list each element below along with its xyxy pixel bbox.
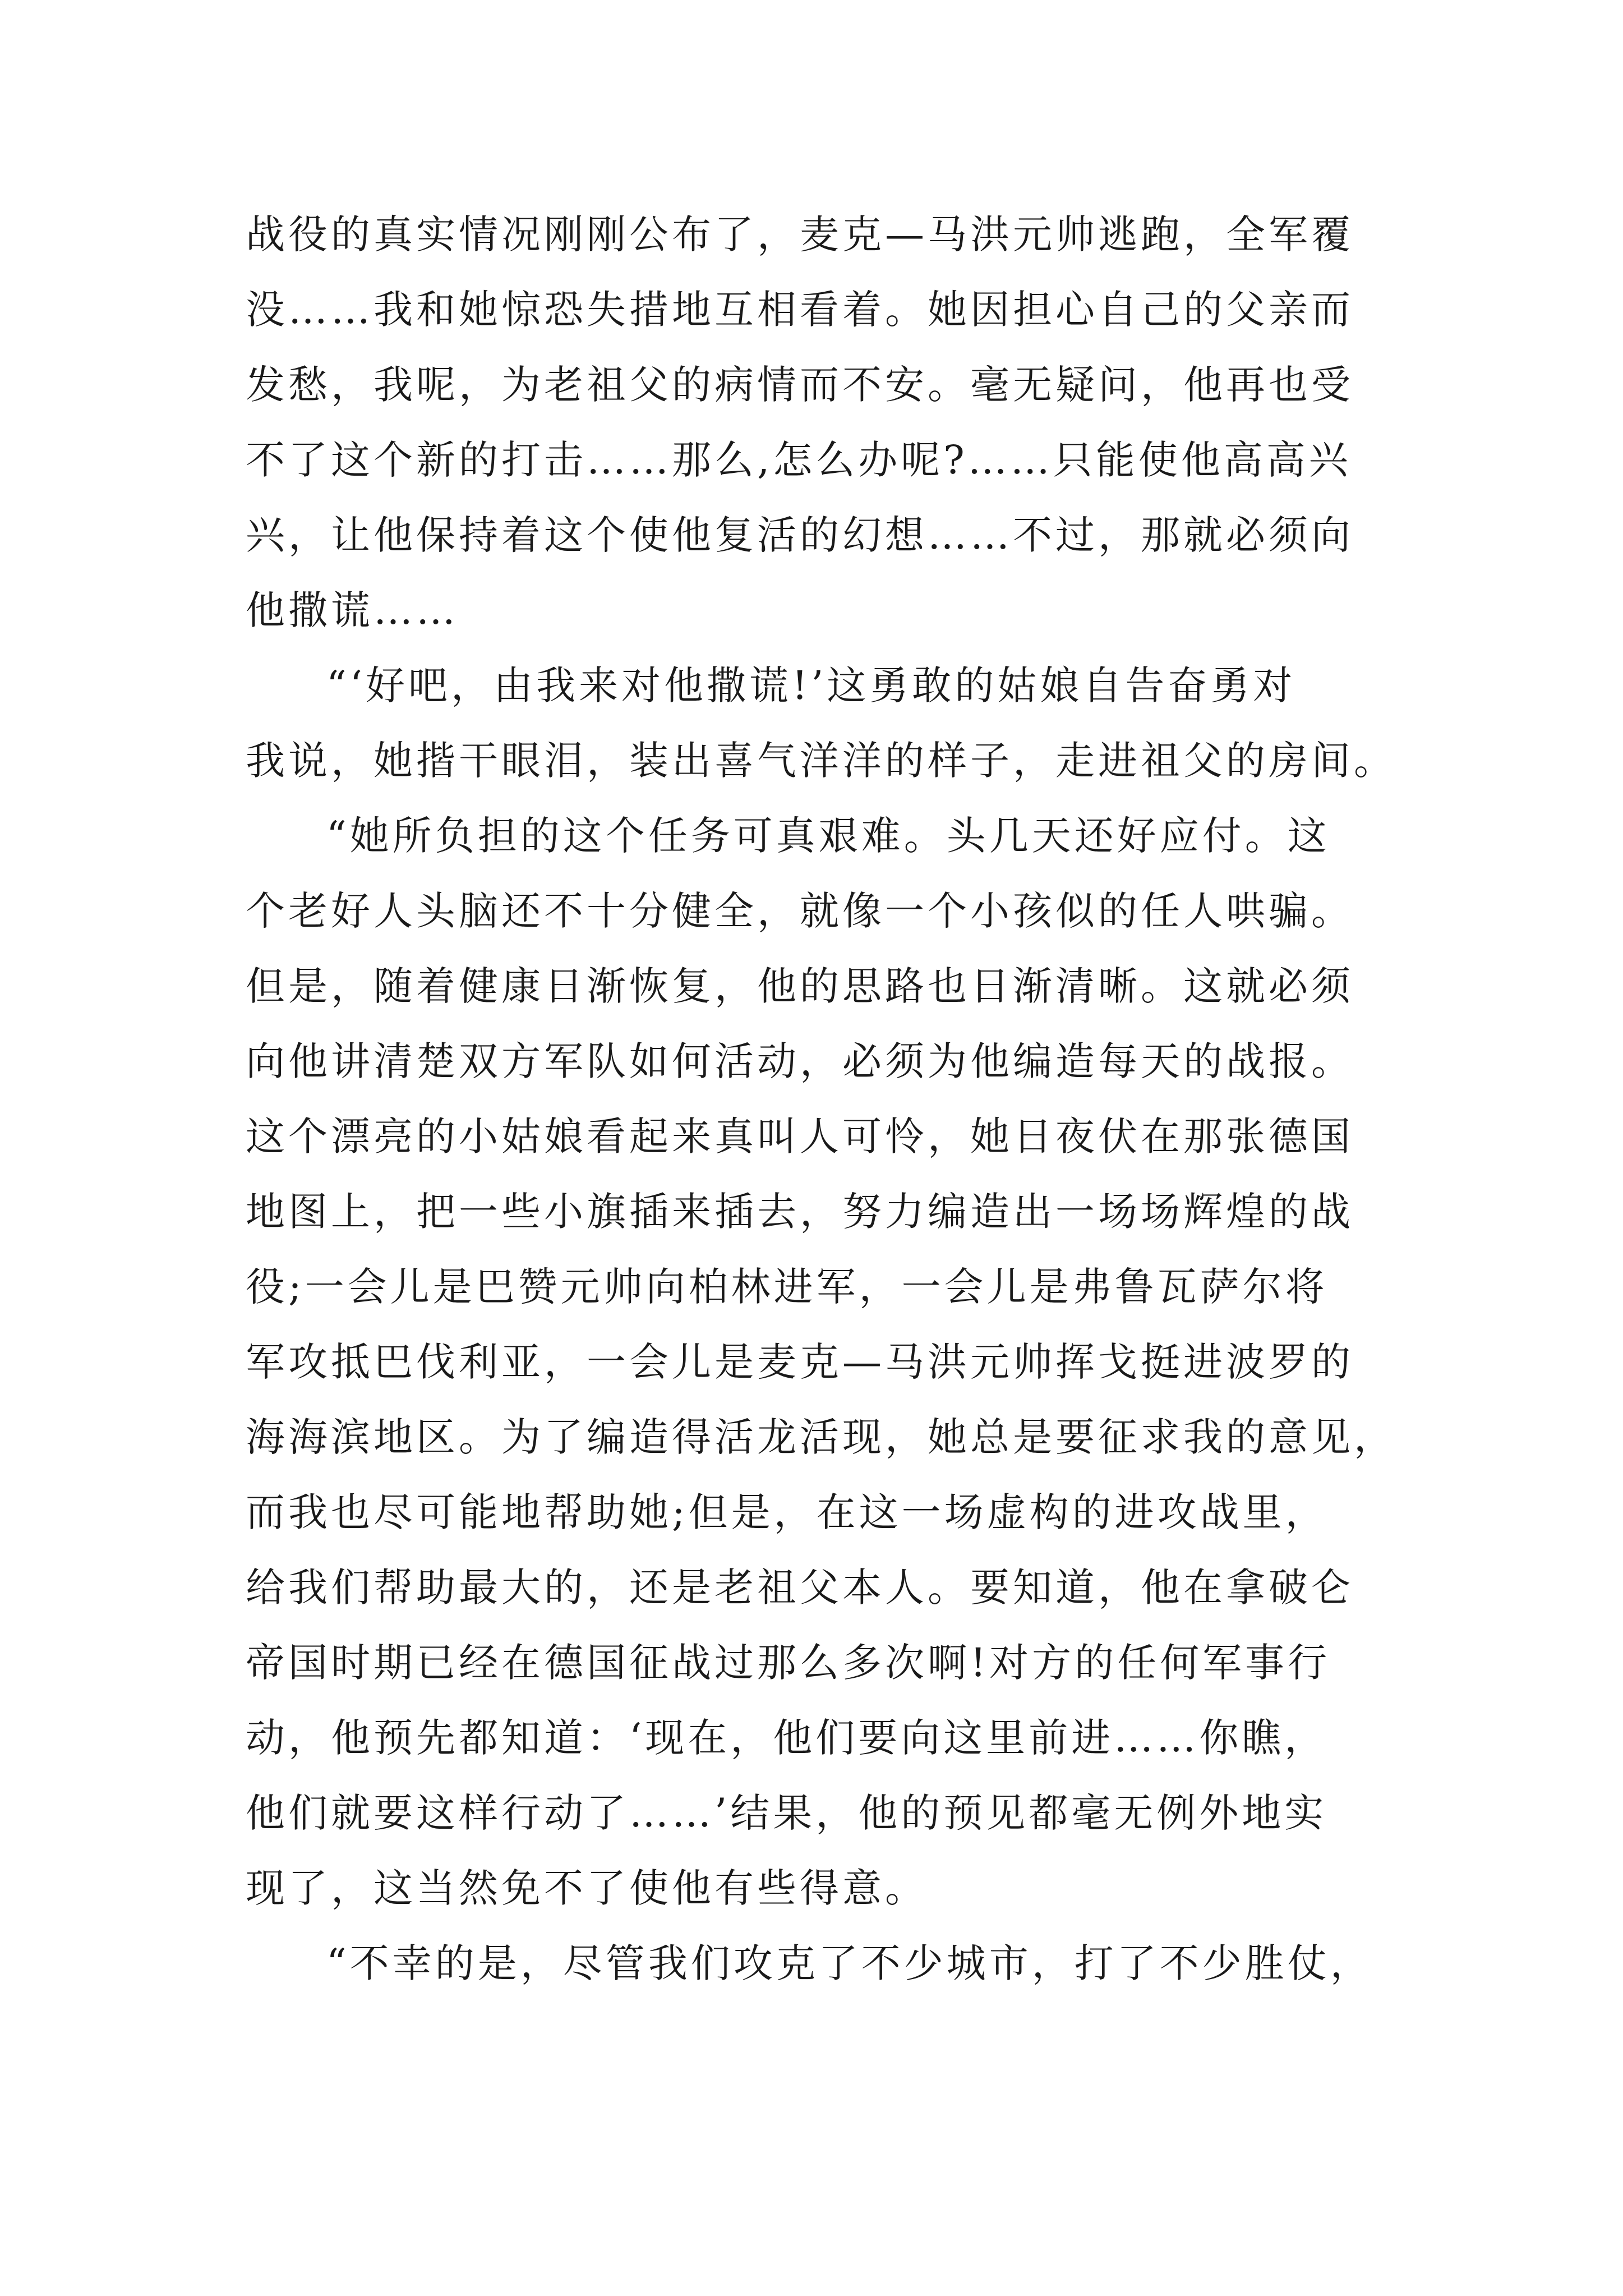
text-line: 军攻抵巴伐利亚，一会儿是麦克—马洪元帅挥戈挺进波罗的 xyxy=(246,1339,1354,1385)
text-line: 战役的真实情况刚刚公布了，麦克—马洪元帅逃跑，全军覆 xyxy=(246,211,1354,257)
text-line: 现了，这当然免不了使他有些得意。 xyxy=(246,1865,928,1911)
text-line: 向他讲清楚双方军队如何活动，必须为他编造每天的战报。 xyxy=(246,1038,1354,1084)
text-line: 我说，她揩干眼泪，装出喜气洋洋的样子，走进祖父的房间。 xyxy=(246,738,1396,784)
text-line: 动，他预先都知道：‘现在，他们要向这里前进……你瞧， xyxy=(246,1715,1327,1761)
text-line: 海海滨地区。为了编造得活龙活现，她总是要征求我的意见， xyxy=(246,1414,1396,1460)
paragraph-first-line: “她所负担的这个任务可真艰难。头几天还好应付。这 xyxy=(326,813,1330,859)
text-line: 没……我和她惊恐失措地互相看着。她因担心自己的父亲而 xyxy=(246,287,1354,333)
text-line: 这个漂亮的小姑娘看起来真叫人可怜，她日夜伏在那张德国 xyxy=(246,1114,1354,1159)
text-line: 帝国时期已经在德国征战过那么多次啊!对方的任何军事行 xyxy=(246,1640,1331,1686)
paragraph-first-line: “不幸的是，尽管我们攻克了不少城市，打了不少胜仗， xyxy=(326,1940,1373,1986)
text-line: 役;一会儿是巴赞元帅向柏林进军，一会儿是弗鲁瓦萨尔将 xyxy=(246,1264,1328,1310)
text-line: 他们就要这样行动了……’结果，他的预见都毫无例外地实 xyxy=(246,1790,1327,1836)
text-line: 个老好人头脑还不十分健全，就像一个小孩似的任人哄骗。 xyxy=(246,888,1354,934)
text-line: 不了这个新的打击……那么,怎么办呢?……只能使他高高兴 xyxy=(246,437,1352,483)
text-line: 而我也尽可能地帮助她;但是，在这一场虚构的进攻战里， xyxy=(246,1489,1328,1535)
text-line: 发愁，我呢，为老祖父的病情而不安。毫无疑问，他再也受 xyxy=(246,362,1354,408)
text-line: 他撒谎…… xyxy=(246,587,459,633)
text-line: 但是，随着健康日渐恢复，他的思路也日渐清晰。这就必须 xyxy=(246,963,1354,1009)
paragraph-first-line: “‘好吧，由我来对他撒谎!’这勇敢的姑娘自告奋勇对 xyxy=(326,662,1296,708)
text-line: 兴，让他保持着这个使他复活的幻想……不过，那就必须向 xyxy=(246,512,1354,558)
text-line: 地图上，把一些小旗插来插去，努力编造出一场场辉煌的战 xyxy=(246,1189,1354,1235)
text-line: 给我们帮助最大的，还是老祖父本人。要知道，他在拿破仑 xyxy=(246,1565,1354,1611)
